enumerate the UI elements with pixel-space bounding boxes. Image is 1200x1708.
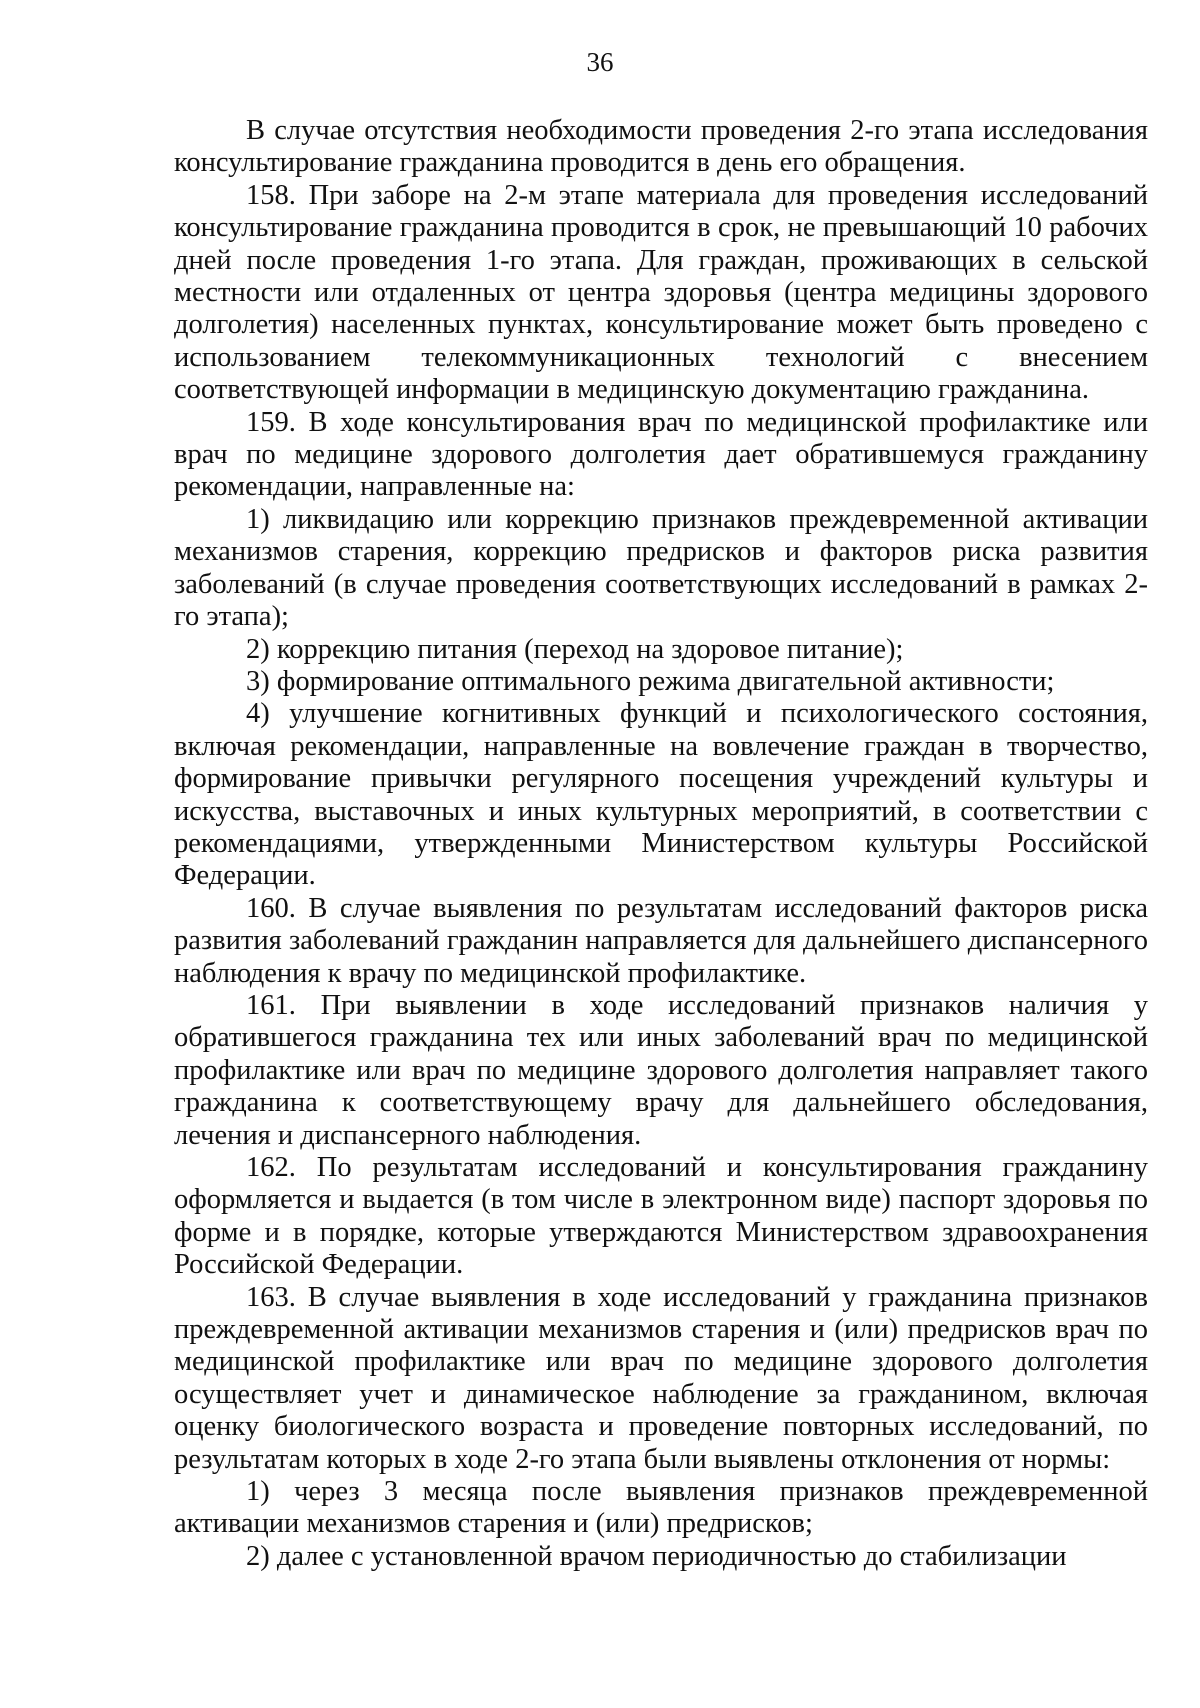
list-item-163-1: 1) через 3 месяца после выявления признаков преждевременной активации механизмов старения и (или) предрисков; [174,1476,1148,1540]
list-item-159-4: 4) улучшение когнитивных функций и психологического состояния, включая рекомендации, направленные на вовлечение граждан в творчество, формирование привычки регулярного посещения учреждений культуры и искусства, выставочных и иных культурных мероприятий, в соответствии с рекомендациями, утвержденными Министерством культуры Российской Федерации. [174,698,1148,892]
list-item-163-2: 2) далее с установленной врачом периодичностью до стабилизации [246,1540,1067,1572]
list-item-159-2: 2) коррекцию питания (переход на здоровое питание); [246,633,904,665]
paragraph-consultation-day: В случае отсутствия необходимости проведения 2-го этапа исследования консультирование гражданина проводится в день его обращения. [174,115,1148,179]
document-body [174,115,1148,1573]
page-number: 36 [586,47,614,77]
paragraph-161: 161. При выявлении в ходе исследований признаков наличия у обратившегося гражданина тех или иных заболеваний врач по медицинской профилактике или врач по медицине здорового долголетия направляет такого гражданина к соответствующему врачу для дальнейшего обследования, лечения и диспансерного наблюдения. [174,989,1148,1151]
paragraph-162: 162. По результатам исследований и консультирования гражданину оформляется и выдается (в том числе в электронном виде) паспорт здоровья по форме и в порядке, которые утверждаются Министерством здравоохранения Российской Федерации. [174,1152,1148,1281]
paragraph-163: 163. В случае выявления в ходе исследований у гражданина признаков преждевременной активации механизмов старения и (или) предрисков врач по медицинской профилактике или врач по медицине здорового долголетия осуществляет учет и динамическое наблюдение за гражданином, включая оценку биологического возраста и проведение повторных исследований, по результатам которых в ходе 2-го этапа были выявлены отклонения от нормы: [174,1281,1148,1475]
list-item-159-1: 1) ликвидацию или коррекцию признаков преждевременной активации механизмов старения, коррекцию предрисков и факторов риска развития заболеваний (в случае проведения соответствующих исследований в рамках 2-го этапа); [174,503,1148,633]
paragraph-159: 159. В ходе консультирования врач по медицинской профилактике или врач по медицине здорового долголетия дает обратившемуся гражданину рекомендации, направленные на: [174,406,1148,503]
paragraph-160: 160. В случае выявления по результатам исследований факторов риска развития заболеваний гражданин направляется для дальнейшего диспансерного наблюдения к врачу по медицинской профилактике. [174,892,1148,989]
list-item-159-3: 3) формирование оптимального режима двигательной активности; [246,665,1055,697]
paragraph-158: 158. При заборе на 2-м этапе материала для проведения исследований консультирование гражданина проводится в срок, не превышающий 10 рабочих дней после проведения 1-го этапа. Для граждан, проживающих в сельской местности или отдаленных от центра здоровья (центра медицины здорового долголетия) населенных пунктах, консультирование может быть проведено с использованием телекоммуникационных технологий с внесением соответствующей информации в медицинскую документацию гражданина. [174,179,1148,406]
